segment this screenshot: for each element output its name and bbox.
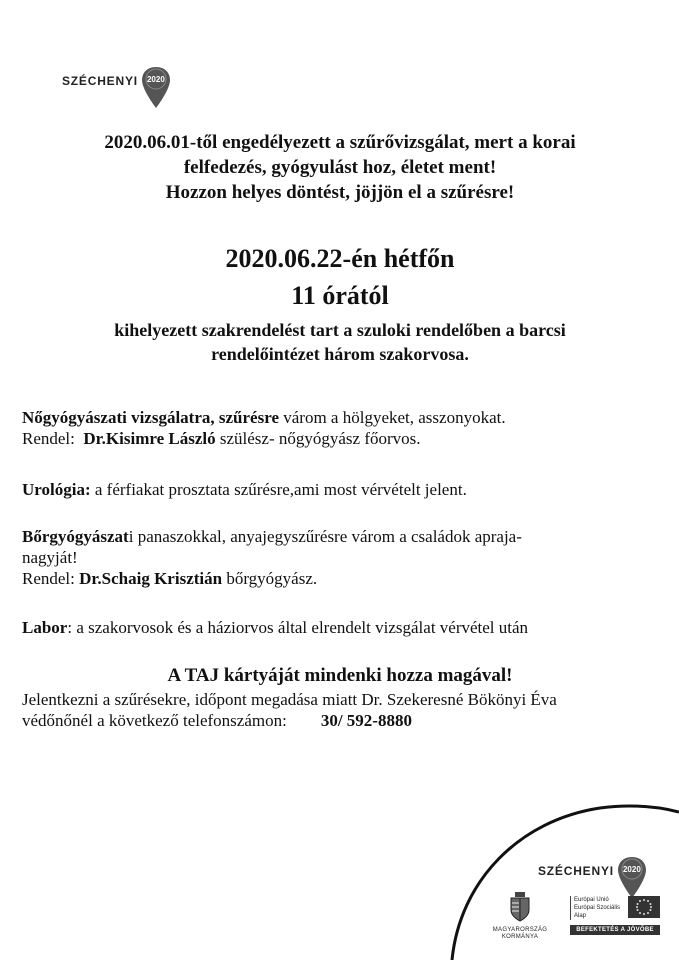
eu-flag-icon: [628, 896, 660, 918]
logo-text: SZÉCHENYI: [538, 864, 614, 878]
event-time: 11 órától: [291, 281, 389, 310]
gyn-doctor-title: szülész- nőgyógyász főorvos.: [215, 429, 421, 448]
lab-text: : a szakorvosok és a háziorvos által elrendelt vizsgálat vérvétel után: [67, 618, 529, 637]
crest-label-2: KORMÁNYA: [501, 934, 539, 940]
event-subtitle-line: kihelyezett szakrendelést tart a szuloki rendelőben a barcsi: [114, 320, 566, 340]
lab-title: Labor: [22, 618, 68, 637]
logo-text: SZÉCHENYI: [62, 74, 138, 88]
headline-line: Hozzon helyes döntést, jöjjön el a szűrésre!: [165, 182, 515, 203]
contact-line1: Jelentkezni a szűrésekre, időpont megadása miatt Dr. Szekeresné Bökönyi Éva: [22, 690, 557, 709]
headline-line: felfedezés, gyógyulást hoz, életet ment!: [183, 157, 497, 178]
eu-text: [570, 896, 620, 920]
logo-year: 2020: [146, 75, 165, 84]
eu-fund-logo: [570, 896, 660, 935]
crest-label-1: MAGYARORSZÁG: [492, 927, 548, 933]
government-crest: [478, 892, 562, 941]
event-subtitle-line: rendelőintézet három szakorvosa.: [211, 344, 469, 364]
hungarian-crest-icon: [509, 892, 531, 922]
gyn-doctor: Dr.Kisimre László: [83, 429, 216, 448]
derm-doctor-title: bőrgyógyász.: [222, 569, 318, 588]
eu-line2: Európai Szociális: [574, 905, 621, 911]
derm-title: Bőrgyógyászat: [22, 527, 129, 546]
gyn-doctor-prefix: Rendel:: [22, 429, 84, 448]
phone-number: 30/ 592-8880: [320, 711, 412, 730]
derm-doctor: Dr.Schaig Krisztián: [79, 569, 223, 588]
logo-year: 2020: [622, 865, 641, 874]
eu-line3: Alap: [574, 913, 587, 919]
taj-notice: A TAJ kártyáját mindenki hozza magával!: [167, 665, 513, 686]
gyn-text: várom a hölgyeket, asszonyokat.: [279, 408, 506, 427]
derm-doctor-prefix: Rendel:: [22, 569, 80, 588]
location-pin-icon: [617, 856, 647, 900]
contact-line2: védőnőnél a következő telefonszámon:: [22, 711, 287, 730]
eu-line1: Európai Unió: [574, 897, 609, 903]
gyn-title: Nőgyógyászati vizsgálatra, szűrésre: [22, 408, 279, 427]
derm-text-line2: nagyját!: [22, 548, 78, 567]
derm-text: i panaszokkal, anyajegyszűrésre várom a családok apraja-: [128, 527, 522, 546]
uro-text: a férfiakat prosztata szűrésre,ami most vérvételt jelent.: [90, 480, 467, 499]
headline-line: 2020.06.01-től engedélyezett a szűrővizsgálat, mert a korai: [104, 132, 576, 153]
event-date: 2020.06.22-én hétfőn: [225, 244, 455, 273]
eu-slogan: BEFEKTETÉS A JÖVŐBE: [570, 925, 660, 935]
uro-title: Urológia:: [22, 480, 91, 499]
